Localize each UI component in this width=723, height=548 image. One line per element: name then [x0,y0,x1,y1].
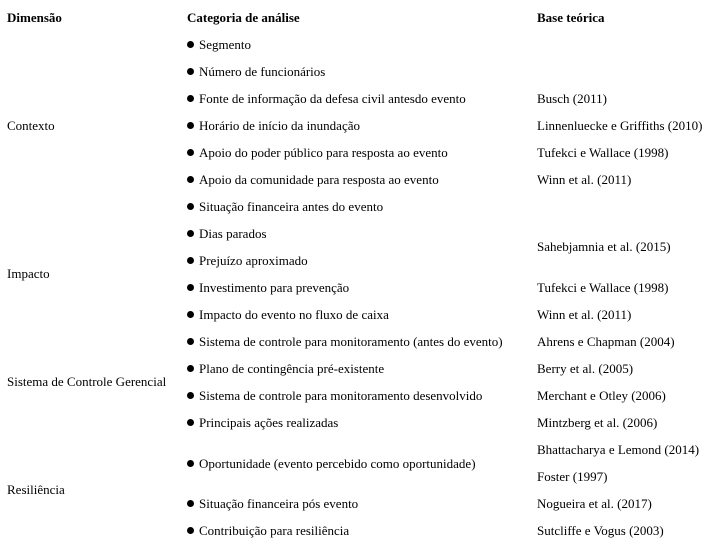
reference: Foster (1997) [537,469,608,484]
header-base: Base teórica [537,10,605,25]
category-text: Sistema de controle para monitoramento (antes do evento) [199,334,503,349]
category-text: Situação financeira antes do evento [199,199,384,214]
bullet-icon [187,338,194,345]
bullet-icon [187,284,194,291]
category-item [187,361,384,377]
category-text: Principais ações realizadas [199,415,339,430]
bullet-icon [187,149,194,156]
category-item [187,37,251,53]
bullet-icon [187,122,194,129]
reference: Tufekci e Wallace (1998) [537,280,669,295]
category-item [187,226,267,242]
category-text: Oportunidade (evento percebido como oportunidade) [199,456,476,471]
reference: Nogueira et al. (2017) [537,496,652,511]
header-dimension: Dimensão [7,10,62,25]
category-text: Apoio do poder público para resposta ao evento [199,145,448,160]
category-item [187,118,360,134]
category-item [187,415,338,431]
bullet-icon [187,365,194,372]
category-item [187,456,476,472]
category-text: Prejuízo aproximado [199,253,308,268]
category-text: Apoio da comunidade para resposta ao evento [199,172,439,187]
category-item [187,280,349,296]
category-item [187,496,358,512]
reference: Busch (2011) [537,91,607,106]
reference: Sutcliffe e Vogus (2003) [537,523,664,538]
category-text: Dias parados [199,226,267,241]
dimension-label: Resiliência [7,482,65,497]
reference: Merchant e Otley (2006) [537,388,666,403]
reference: Winn et al. (2011) [537,172,632,187]
bullet-icon [187,257,194,264]
reference: Linnenluecke e Griffiths (2010) [537,118,703,133]
dimension-label: Sistema de Controle Gerencial [7,374,167,389]
bullet-icon [187,392,194,399]
category-text: Número de funcionários [199,64,326,79]
dimension-label: Contexto [7,118,55,133]
reference: Winn et al. (2011) [537,307,632,322]
bullet-icon [187,500,194,507]
bullet-icon [187,311,194,318]
bullet-icon [187,419,194,426]
category-text: Plano de contingência pré-existente [199,361,385,376]
bullet-icon [187,230,194,237]
reference: Berry et al. (2005) [537,361,634,376]
category-text: Horário de início da inundação [199,118,360,133]
bullet-icon [187,527,194,534]
category-text: Impacto do evento no fluxo de caixa [199,307,389,322]
category-text: Investimento para prevenção [199,280,350,295]
category-text: Segmento [199,37,251,52]
reference: Mintzberg et al. (2006) [537,415,658,430]
category-item [187,64,325,80]
reference: Sahebjamnia et al. (2015) [537,239,671,254]
bullet-icon [187,460,194,467]
bullet-icon [187,176,194,183]
category-text: Sistema de controle para monitoramento desenvolvido [199,388,483,403]
category-item [187,334,503,350]
dimension-label: Impacto [7,266,50,281]
reference: Ahrens e Chapman (2004) [537,334,675,349]
category-item [187,199,383,215]
category-item [187,172,439,188]
bullet-icon [187,41,194,48]
category-item [187,253,308,269]
category-item [187,145,448,161]
category-text: Situação financeira pós evento [199,496,359,511]
reference: Tufekci e Wallace (1998) [537,145,669,160]
category-text: Contribuição para resiliência [199,523,350,538]
header-category: Categoria de análise [187,10,300,25]
category-item [187,388,482,404]
category-item [187,523,349,539]
category-item [187,91,466,107]
category-text: Fonte de informação da defesa civil antesdo evento [199,91,466,106]
bullet-icon [187,203,194,210]
reference: Bhattacharya e Lemond (2014) [537,442,700,457]
bullet-icon [187,95,194,102]
category-item [187,307,389,323]
bullet-icon [187,68,194,75]
